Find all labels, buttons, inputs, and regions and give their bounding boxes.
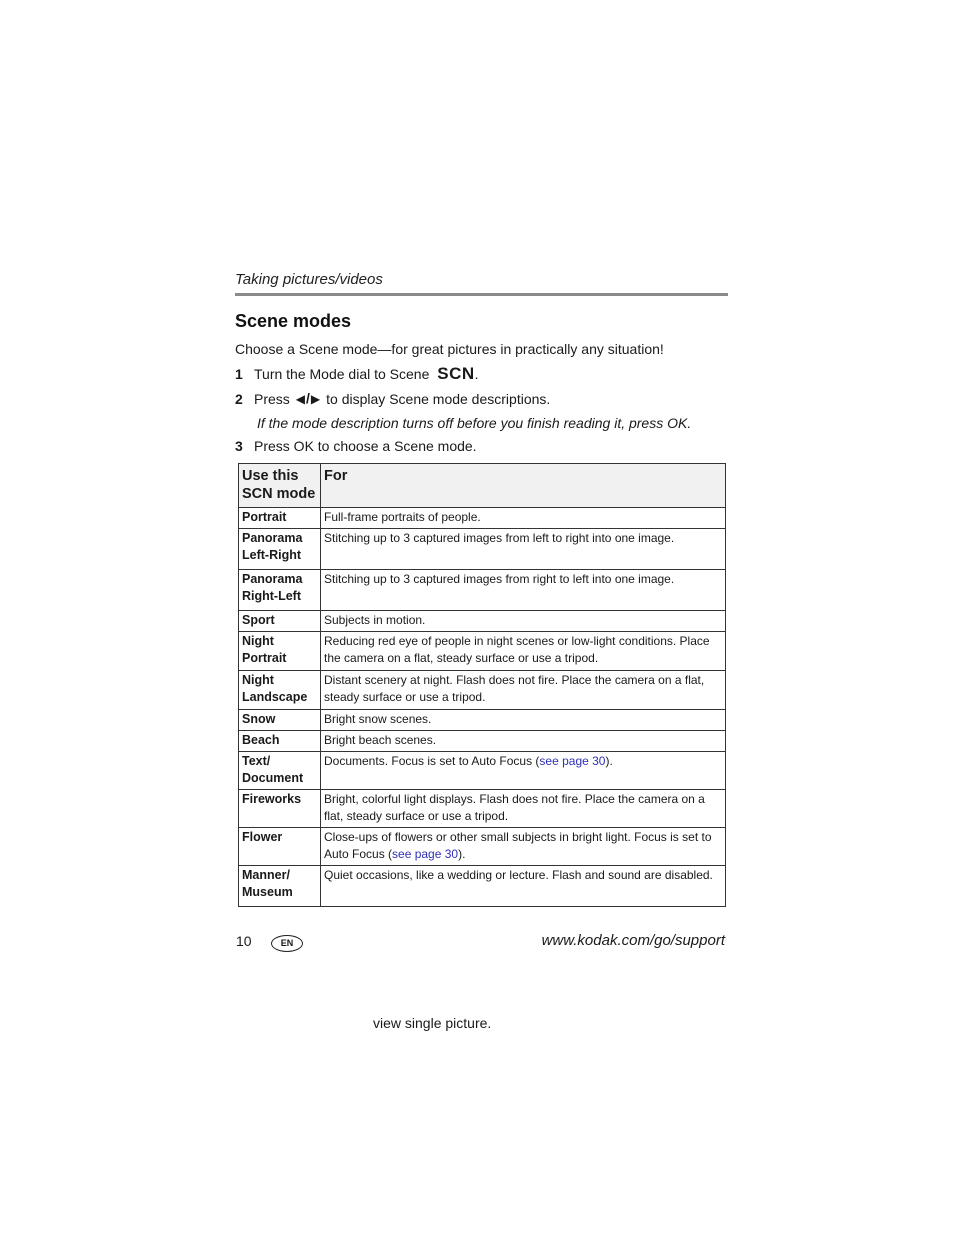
stray-text: view single picture.	[373, 1015, 492, 1031]
left-arrow-icon: ◀	[295, 392, 306, 406]
scene-mode-name: Beach	[239, 731, 321, 752]
scene-modes-table	[238, 463, 726, 907]
scene-mode-description: Reducing red eye of people in night scenes or low-light conditions. Place the camera on a flat, steady surface or use a tripod.	[321, 632, 726, 671]
intro-text: Choose a Scene mode—for great pictures in practically any situation!	[235, 341, 664, 357]
step-2	[235, 390, 550, 407]
table-row	[239, 632, 726, 671]
table-row	[239, 731, 726, 752]
table-row	[239, 671, 726, 710]
table-row	[239, 752, 726, 790]
scene-mode-name: Night Portrait	[239, 632, 321, 671]
step-text: Press OK to choose a Scene mode.	[254, 438, 477, 454]
table-row	[239, 508, 726, 529]
scene-mode-description: Quiet occasions, like a wedding or lecture. Flash and sound are disabled.	[321, 866, 726, 907]
step-1: 1 Turn the Mode dial to Scene SCN.	[235, 364, 479, 383]
table-row	[239, 790, 726, 828]
scene-mode-name: Fireworks	[239, 790, 321, 828]
right-arrow-icon: ▶	[310, 392, 321, 406]
header-divider	[235, 293, 728, 296]
scene-mode-description: Stitching up to 3 captured images from right to left into one image.	[321, 570, 726, 611]
step-number: 3	[235, 438, 243, 454]
scene-mode-description: Documents. Focus is set to Auto Focus (see page 30).	[321, 752, 726, 790]
scene-mode-name: Snow	[239, 710, 321, 731]
scene-mode-description: Distant scenery at night. Flash does not fire. Place the camera on a flat, steady surface or use a tripod.	[321, 671, 726, 710]
running-header: Taking pictures/videos	[235, 271, 383, 288]
scene-mode-description: Close-ups of flowers or other small subjects in bright light. Focus is set to Auto Focus (see page 30).	[321, 828, 726, 866]
section-title: Scene modes	[235, 311, 352, 331]
scene-mode-name: Text/ Document	[239, 752, 321, 790]
scene-mode-name: Flower	[239, 828, 321, 866]
step-number: 1	[235, 366, 243, 382]
scn-mode-icon: SCN	[437, 364, 475, 383]
step-text: to display Scene mode descriptions.	[326, 391, 551, 407]
scene-mode-description: Subjects in motion.	[321, 611, 726, 632]
page-link[interactable]: see page 30	[539, 754, 606, 768]
step-text: Turn the Mode dial to Scene	[254, 366, 430, 382]
header-mode: Use this SCN mode	[239, 464, 321, 508]
table-row	[239, 828, 726, 866]
table-row	[239, 611, 726, 632]
scene-mode-name: Sport	[239, 611, 321, 632]
scene-mode-description: Full-frame portraits of people.	[321, 508, 726, 529]
scene-mode-name: Panorama Right-Left	[239, 570, 321, 611]
page-number: 10	[236, 933, 252, 949]
scene-mode-name: Portrait	[239, 508, 321, 529]
scene-mode-description: Bright, colorful light displays. Flash does not fire. Place the camera on a flat, steady surface or use a tripod.	[321, 790, 726, 828]
scene-mode-description: Bright snow scenes.	[321, 710, 726, 731]
table-row	[239, 710, 726, 731]
table-row	[239, 570, 726, 611]
left-right-arrows-icon: ◀/▶	[295, 390, 321, 406]
scene-mode-name: Panorama Left-Right	[239, 529, 321, 570]
scene-mode-description: Bright beach scenes.	[321, 731, 726, 752]
header-for: For	[321, 464, 726, 508]
scene-mode-description: Stitching up to 3 captured images from left to right into one image.	[321, 529, 726, 570]
step-note: If the mode description turns off before you finish reading it, press OK.	[257, 415, 692, 431]
table-row	[239, 866, 726, 907]
step-text: Press	[254, 391, 290, 407]
step-3	[235, 438, 477, 454]
table-header-row	[239, 464, 726, 508]
scene-mode-name: Night Landscape	[239, 671, 321, 710]
table-row	[239, 529, 726, 570]
scene-mode-name: Manner/ Museum	[239, 866, 321, 907]
page-link[interactable]: see page 30	[392, 846, 459, 861]
language-badge-icon: EN	[271, 935, 303, 952]
support-url: www.kodak.com/go/support	[541, 932, 725, 949]
step-number: 2	[235, 391, 243, 407]
